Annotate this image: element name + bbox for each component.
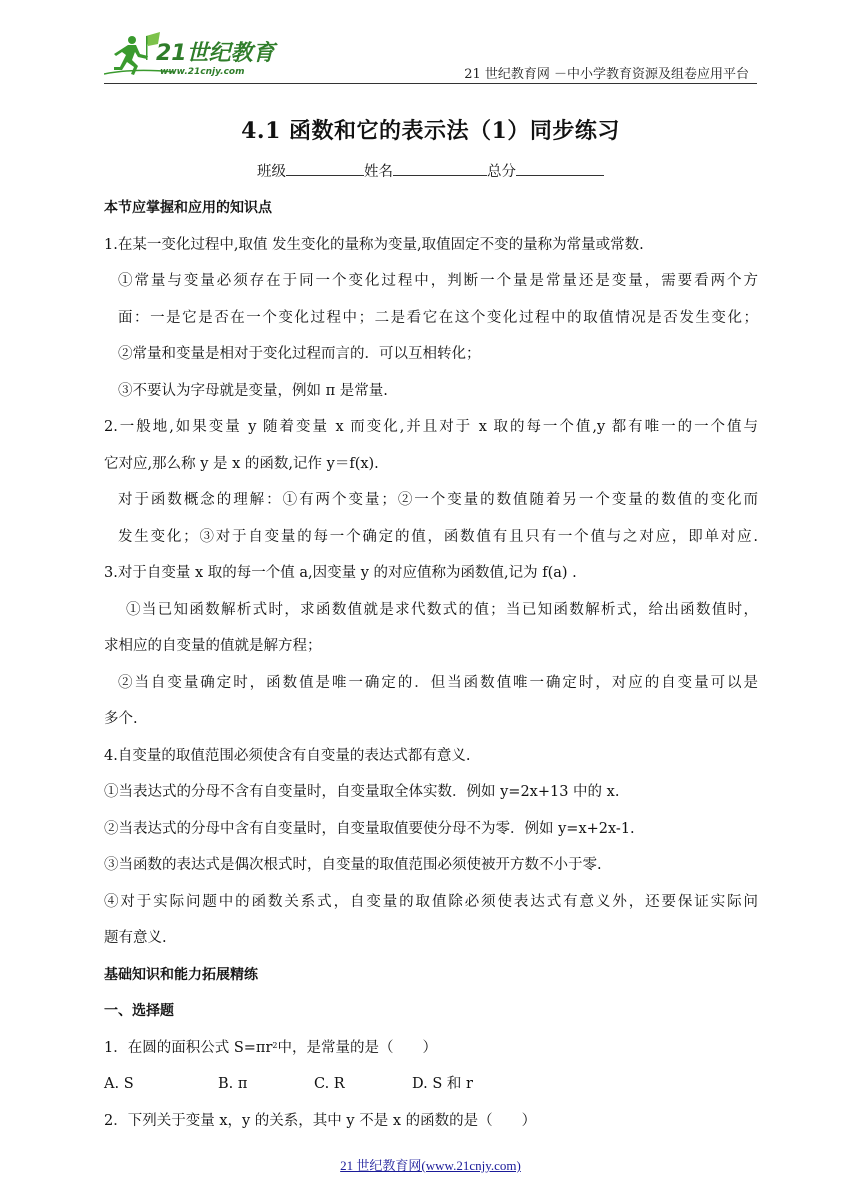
- class-label: 班级: [257, 164, 286, 180]
- site-tagline: 21 世纪教育网 －中小学教育资源及组卷应用平台: [464, 67, 749, 82]
- knowledge-point-3b-line1: ②当自变量确定时，函数值是唯一确定的．但当函数值唯一确定时，对应的自变量可以是: [118, 674, 758, 691]
- option-d: D. S 和 r: [412, 1076, 473, 1092]
- page-title: 4.1 函数和它的表示法（1）同步练习: [241, 118, 620, 144]
- site-logo: [104, 30, 284, 82]
- knowledge-point-3b-line2: 多个.: [104, 711, 138, 727]
- score-blank: [516, 161, 604, 176]
- logo-url: www.21cnjy.com: [160, 67, 245, 77]
- header-divider: [104, 83, 757, 84]
- knowledge-point-4a: ①当表达式的分母不含有自变量时，自变量取全体实数．例如 y=2x+13 中的 x.: [104, 784, 620, 800]
- logo-text: 21世纪教育: [156, 41, 275, 66]
- knowledge-point-4c: ③当函数的表达式是偶次根式时，自变量的取值范围必须使被开方数不小于零.: [104, 857, 602, 873]
- name-blank: [393, 161, 487, 176]
- score-label: 总分: [487, 164, 516, 180]
- class-blank: [286, 161, 364, 176]
- knowledge-point-1c: ③不要认为字母就是变量，例如 π 是常量.: [118, 382, 388, 399]
- question-1-superscript: 2: [272, 1040, 278, 1050]
- question-2: 2．下列关于变量 x，y 的关系，其中 y 不是 x 的函数的是（ ）: [104, 1112, 537, 1129]
- name-label: 姓名: [364, 164, 393, 180]
- knowledge-point-2-line2: 它对应,那么称 y 是 x 的函数,记作 y＝f(x).: [104, 455, 379, 472]
- section-heading-knowledge: 本节应掌握和应用的知识点: [104, 200, 272, 216]
- knowledge-point-1b: ②常量和变量是相对于变化过程而言的．可以互相转化；: [118, 346, 481, 362]
- option-c: C. R: [314, 1076, 345, 1092]
- knowledge-point-2a-line1: 对于函数概念的理解：①有两个变量；②一个变量的数值随着另一个变量的数值的变化而: [118, 492, 758, 508]
- student-info-line: [0, 160, 861, 181]
- option-a: A. S: [104, 1076, 134, 1092]
- knowledge-point-3a-line2: 求相应的自变量的值就是解方程；: [104, 638, 322, 654]
- knowledge-point-2-line1: 2.一般地,如果变量 y 随着变量 x 而变化,并且对于 x 取的每一个值,y 都有唯一的一个值与: [104, 419, 758, 435]
- knowledge-point-1a-line1: ①常量与变量必须存在于同一个变化过程中，判断一个量是常量还是变量，需要看两个方: [118, 273, 758, 289]
- document-body: [104, 196, 758, 1145]
- knowledge-point-1: 1.在某一变化过程中,取值 发生变化的量称为变量,取值固定不变的量称为常量或常数.: [104, 236, 644, 253]
- knowledge-point-1a-line2: 面：一是它是否在一个变化过程中；二是看它在这个变化过程中的取值情况是否发生变化；: [118, 309, 758, 326]
- footer-link[interactable]: 21 世纪教育网(www.21cnjy.com): [340, 1158, 521, 1173]
- knowledge-point-2a-line2: 发生变化；③对于自变量的每一个确定的值，函数值有且只有一个值与之对应，即单对应.: [118, 528, 758, 545]
- option-b: B. π: [218, 1076, 248, 1092]
- knowledge-point-4d-line1: ④对于实际问题中的函数关系式，自变量的取值除必须使表达式有意义外，还要保证实际问: [104, 893, 758, 910]
- section-heading-practice: 基础知识和能力拓展精练: [104, 966, 258, 983]
- knowledge-point-4d-line2: 题有意义.: [104, 930, 167, 946]
- question-1-text: 1．在圆的面积公式 S=πr: [104, 1039, 273, 1056]
- knowledge-point-3: 3.对于自变量 x 取的每一个值 a,因变量 y 的对应值称为函数值,记为 f(a) .: [104, 565, 577, 581]
- knowledge-point-3a-line1: ①当已知函数解析式时，求函数值就是求代数式的值；当已知函数解析式，给出函数值时，: [126, 601, 758, 618]
- runner-icon: [114, 32, 160, 75]
- question-1: [104, 1036, 758, 1073]
- section-heading-multiple-choice: 一、选择题: [104, 1003, 174, 1019]
- question-1-text-end: 中，是常量的是（ ）: [277, 1039, 437, 1056]
- knowledge-point-4b: ②当表达式的分母中含有自变量时，自变量取值要使分母不为零．例如 y=x+2x-1.: [104, 820, 635, 837]
- knowledge-point-4: 4.自变量的取值范围必须使含有自变量的表达式都有意义.: [104, 747, 471, 764]
- question-1-options: [104, 1072, 758, 1109]
